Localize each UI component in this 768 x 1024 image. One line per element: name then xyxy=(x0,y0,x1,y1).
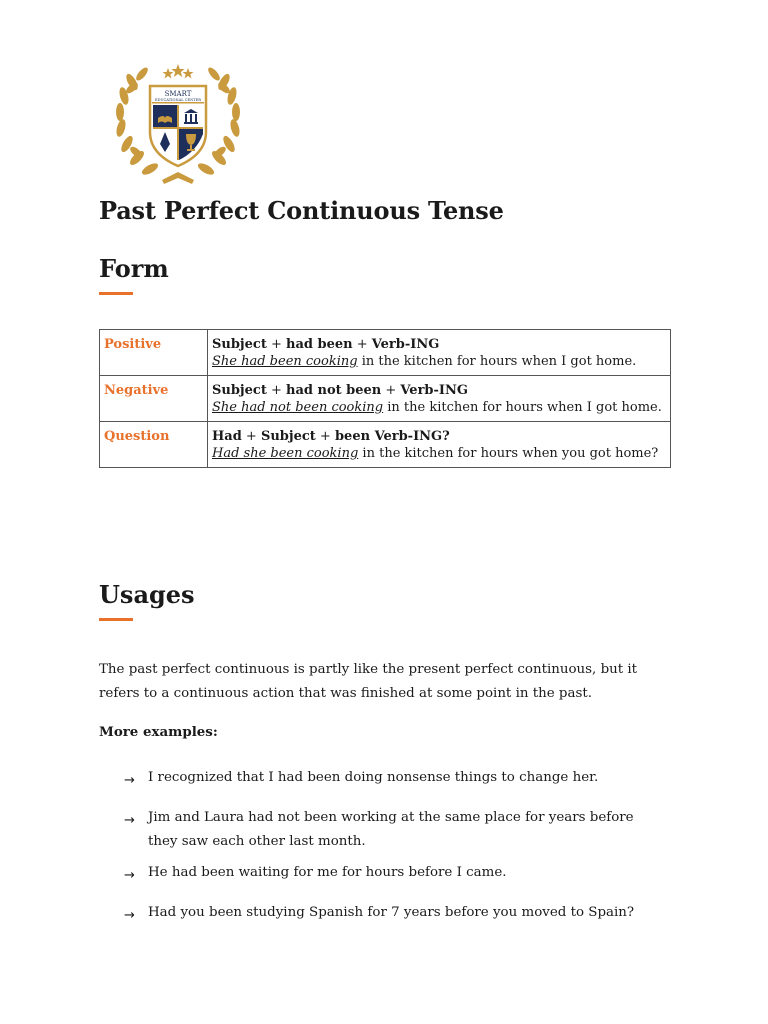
row-label: Question xyxy=(100,422,208,468)
formula-part: Subject xyxy=(212,337,267,352)
usage-paragraph: The past perfect continuous is partly like the present perfect continuous, but it refers to a continuous action that was finished at some point in the past. xyxy=(99,662,638,701)
row-content xyxy=(208,376,671,422)
example-text: I recognized that I had been doing nonsense things to change her. xyxy=(148,770,599,785)
plus-sign: + xyxy=(266,383,286,398)
formula-part: Subject xyxy=(212,383,267,398)
form-row-positive xyxy=(100,330,671,376)
row-label: Positive xyxy=(100,330,208,376)
formula-part: had been xyxy=(286,337,353,352)
arrow-right-icon: → xyxy=(124,908,135,923)
plus-sign: + xyxy=(241,429,261,444)
example-item xyxy=(124,766,664,790)
row-label: Negative xyxy=(100,376,208,422)
example-rest: in the kitchen for hours when I got home. xyxy=(357,354,637,369)
page-title: Past Perfect Continuous Tense xyxy=(99,196,504,225)
example-text: Had you been studying Spanish for 7 years before you moved to Spain? xyxy=(148,905,635,920)
row-content xyxy=(208,330,671,376)
formula-part: Verb-ING xyxy=(371,337,440,352)
logo-text-center: EDUCATIONAL CENTER xyxy=(155,98,201,102)
heading-underline xyxy=(99,292,133,295)
section-heading-form: Form xyxy=(99,254,169,283)
formula-part: Had xyxy=(212,429,242,444)
example-verb-phrase: She had not been cooking xyxy=(212,400,384,415)
row-content xyxy=(208,422,671,468)
example-rest: in the kitchen for hours when you got home? xyxy=(358,446,659,461)
example-item xyxy=(124,861,664,885)
more-examples-label: More examples: xyxy=(99,724,218,740)
example-text: He had been waiting for me for hours before I came. xyxy=(148,865,507,880)
plus-sign: + xyxy=(315,429,335,444)
example-sentence xyxy=(212,399,666,416)
plus-sign: + xyxy=(266,337,286,352)
smart-educational-center-logo xyxy=(112,52,244,186)
example-sentence xyxy=(212,445,666,462)
form-row-negative xyxy=(100,376,671,422)
logo-text-smart: SMART xyxy=(164,90,192,98)
formula xyxy=(212,336,666,353)
example-text: Jim and Laura had not been working at the same place for years before they saw each other last month. xyxy=(148,810,634,849)
section-heading-usages: Usages xyxy=(99,580,195,609)
arrow-right-icon: → xyxy=(124,868,135,883)
example-verb-phrase: Had she been cooking xyxy=(212,446,359,461)
formula xyxy=(212,428,666,445)
heading-underline xyxy=(99,618,133,621)
formula xyxy=(212,382,666,399)
formula-part: had not been xyxy=(286,383,382,398)
arrow-right-icon: → xyxy=(124,813,135,828)
plus-sign: + xyxy=(381,383,401,398)
example-verb-phrase: She had been cooking xyxy=(212,354,358,369)
formula-part: Subject xyxy=(260,429,316,444)
formula-part: Verb-ING xyxy=(400,383,468,398)
arrow-right-icon: → xyxy=(124,773,135,788)
formula-part: been Verb-ING? xyxy=(334,429,450,444)
form-table xyxy=(99,329,671,468)
plus-sign: + xyxy=(352,337,372,352)
form-row-question xyxy=(100,422,671,468)
example-rest: in the kitchen for hours when I got home. xyxy=(383,400,662,415)
stars-icon xyxy=(163,64,194,79)
example-sentence xyxy=(212,353,666,370)
example-item xyxy=(124,806,664,854)
example-item xyxy=(124,901,664,925)
